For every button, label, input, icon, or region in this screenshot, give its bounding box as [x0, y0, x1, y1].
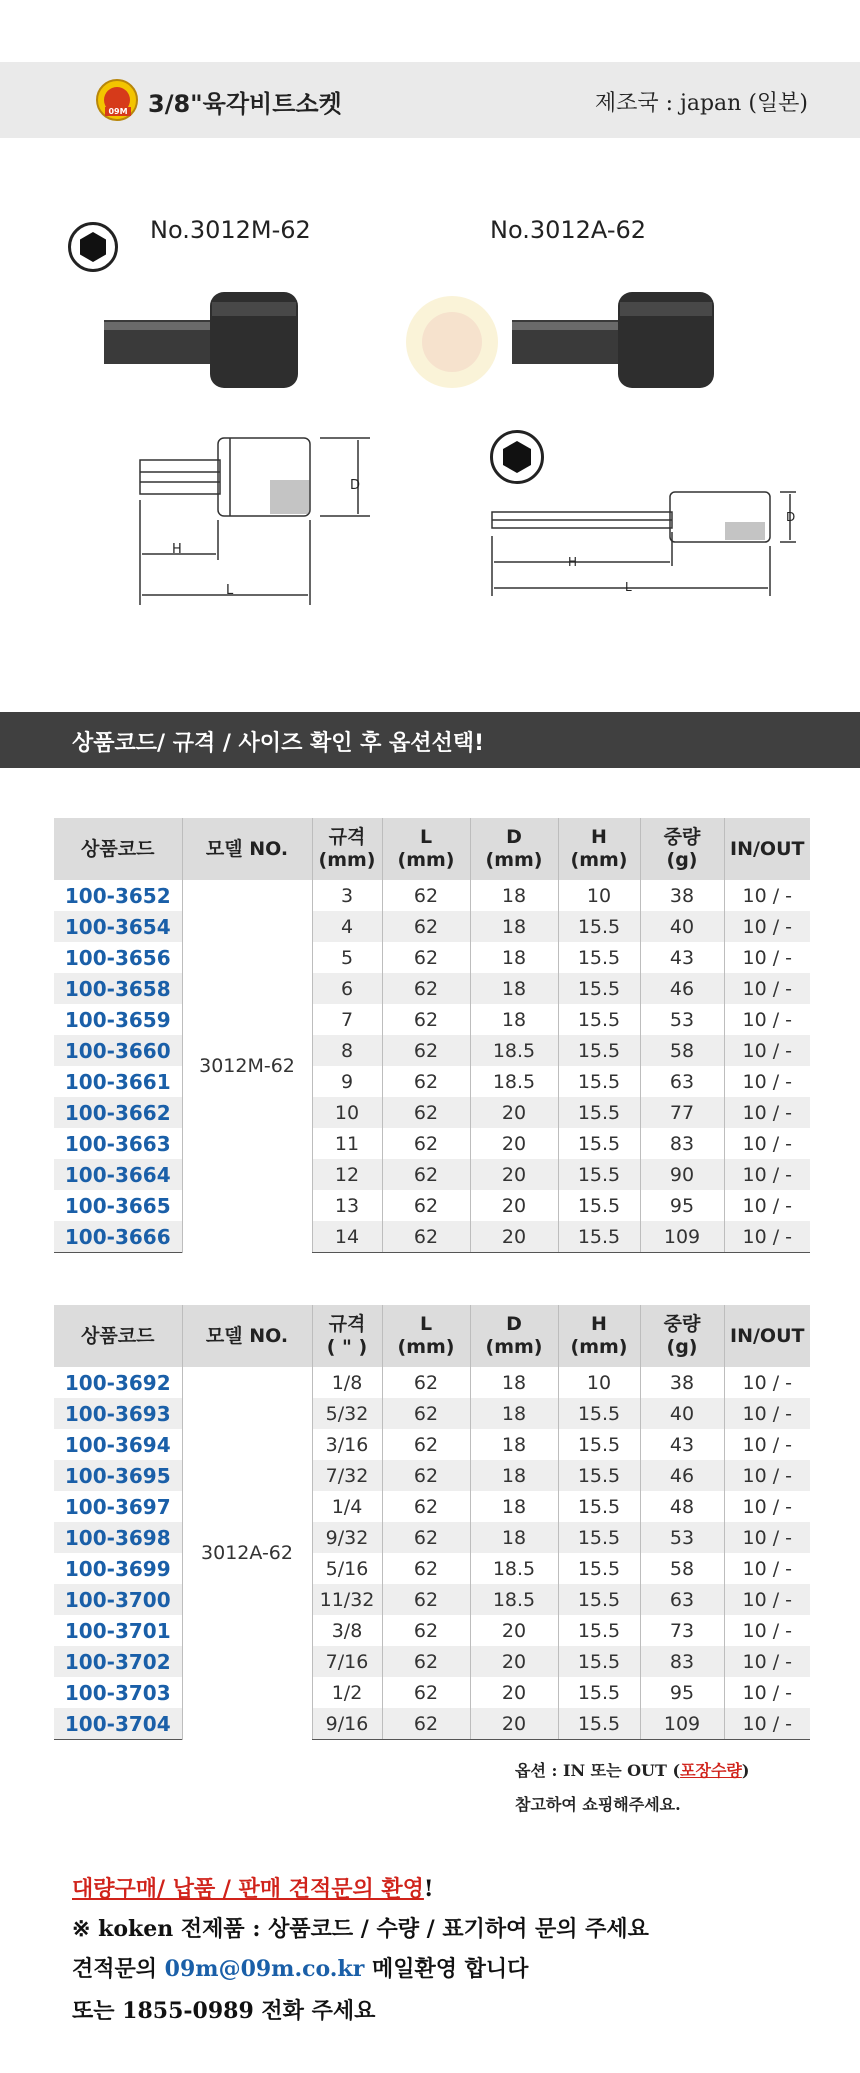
- option-note-line2: 참고하여 쇼핑해주세요.: [515, 1795, 681, 1814]
- spec-cell: 15.5: [558, 1190, 640, 1221]
- spec-cell: 62: [382, 1491, 470, 1522]
- dim-label-h-right: H: [568, 555, 578, 569]
- page-title: 3/8"육각비트소켓: [148, 90, 342, 118]
- spec-table-inch: [54, 1305, 810, 1740]
- column-header: D (mm): [470, 1305, 558, 1367]
- product-code[interactable]: 100-3693: [54, 1398, 182, 1429]
- column-header: 규격 (mm): [312, 818, 382, 880]
- spec-cell: 10: [558, 880, 640, 911]
- product-code[interactable]: 100-3658: [54, 973, 182, 1004]
- table-row: [54, 1097, 810, 1128]
- model-number: 3012M-62: [182, 880, 312, 1253]
- spec-cell: 7/32: [312, 1460, 382, 1491]
- product-code[interactable]: 100-3697: [64, 1494, 171, 1519]
- column-header: IN/OUT: [724, 1305, 810, 1367]
- spec-cell: 18: [470, 1429, 558, 1460]
- spec-cell: 62: [382, 1221, 470, 1253]
- spec-cell: 10 / -: [724, 1221, 810, 1253]
- column-header: 중량 (g): [640, 1305, 724, 1367]
- column-header: 모델 NO.: [182, 818, 312, 880]
- spec-cell: 62: [382, 1708, 470, 1740]
- spec-cell: 15.5: [558, 1646, 640, 1677]
- table-row: [54, 1460, 810, 1491]
- column-header: 상품코드: [54, 1305, 182, 1367]
- spec-cell: 62: [382, 942, 470, 973]
- spec-cell: 10 / -: [724, 942, 810, 973]
- spec-cell: 20: [470, 1677, 558, 1708]
- spec-cell: 15.5: [558, 1522, 640, 1553]
- table-row: [54, 1066, 810, 1097]
- product-code[interactable]: 100-3702: [54, 1646, 182, 1677]
- table-row: [54, 973, 810, 1004]
- spec-cell: 83: [640, 1128, 724, 1159]
- spec-cell: 10 / -: [724, 1491, 810, 1522]
- column-header: H (mm): [558, 1305, 640, 1367]
- page-header: [0, 62, 860, 138]
- spec-cell: 6: [312, 973, 382, 1004]
- spec-cell: 62: [382, 1004, 470, 1035]
- spec-cell: 3: [312, 880, 382, 911]
- spec-cell: 5/16: [312, 1553, 382, 1584]
- spec-cell: 15.5: [558, 973, 640, 1004]
- table-row: [54, 880, 810, 911]
- spec-cell: 10 / -: [724, 1190, 810, 1221]
- spec-cell: 18.5: [470, 1035, 558, 1066]
- spec-cell: 15.5: [558, 1035, 640, 1066]
- table-row: [54, 1004, 810, 1035]
- hex-icon: [490, 430, 544, 484]
- spec-cell: 18: [470, 1491, 558, 1522]
- spec-cell: 10: [558, 1367, 640, 1398]
- spec-cell: 8: [312, 1035, 382, 1066]
- table-row: [54, 1429, 810, 1460]
- product-code[interactable]: 100-3663: [64, 1131, 171, 1156]
- spec-cell: 10 / -: [724, 1615, 810, 1646]
- spec-cell: 40: [640, 1398, 724, 1429]
- spec-cell: 10 / -: [724, 911, 810, 942]
- model-number: 3012A-62: [182, 1367, 312, 1740]
- spec-cell: 83: [640, 1646, 724, 1677]
- table-row: [54, 1159, 810, 1190]
- spec-cell: 40: [640, 911, 724, 942]
- spec-cell: 10 / -: [724, 1004, 810, 1035]
- spec-cell: 63: [640, 1584, 724, 1615]
- spec-cell: 62: [382, 1584, 470, 1615]
- product-photo-left: [100, 282, 400, 402]
- spec-cell: 62: [382, 1398, 470, 1429]
- spec-cell: 10 / -: [724, 1708, 810, 1740]
- spec-cell: 9/32: [312, 1522, 382, 1553]
- spec-cell: 13: [312, 1190, 382, 1221]
- product-code[interactable]: 100-3654: [54, 911, 182, 942]
- spec-cell: 15.5: [558, 1491, 640, 1522]
- spec-cell: 10 / -: [724, 1128, 810, 1159]
- column-header: D (mm): [470, 818, 558, 880]
- spec-cell: 15.5: [558, 911, 640, 942]
- spec-cell: 15.5: [558, 1677, 640, 1708]
- spec-cell: 9: [312, 1066, 382, 1097]
- spec-cell: 11/32: [312, 1584, 382, 1615]
- spec-cell: 109: [640, 1221, 724, 1253]
- spec-cell: 53: [640, 1522, 724, 1553]
- dim-label-d-right: D: [786, 510, 796, 524]
- spec-cell: 15.5: [558, 1553, 640, 1584]
- product-model-left: No.3012M-62: [150, 216, 311, 244]
- spec-cell: 90: [640, 1159, 724, 1190]
- spec-cell: 38: [640, 880, 724, 911]
- spec-cell: 20: [470, 1190, 558, 1221]
- spec-cell: 10 / -: [724, 1159, 810, 1190]
- spec-cell: 10 / -: [724, 1646, 810, 1677]
- spec-cell: 12: [312, 1159, 382, 1190]
- spec-cell: 10 / -: [724, 1398, 810, 1429]
- spec-cell: 73: [640, 1615, 724, 1646]
- dim-label-l-right: L: [625, 580, 632, 594]
- spec-cell: 46: [640, 973, 724, 1004]
- spec-cell: 3/16: [312, 1429, 382, 1460]
- spec-cell: 48: [640, 1491, 724, 1522]
- spec-cell: 62: [382, 880, 470, 911]
- table-row: [54, 1190, 810, 1221]
- table-row: [54, 911, 810, 942]
- product-code[interactable]: 100-3661: [64, 1069, 171, 1094]
- brand-logo: 09M: [96, 79, 138, 121]
- product-code[interactable]: 100-3662: [54, 1097, 182, 1128]
- spec-cell: 10 / -: [724, 1097, 810, 1128]
- spec-cell: 1/4: [312, 1491, 382, 1522]
- spec-cell: 20: [470, 1128, 558, 1159]
- product-code[interactable]: 100-3660: [54, 1035, 182, 1066]
- product-code[interactable]: 100-3699: [64, 1556, 171, 1581]
- spec-cell: 15.5: [558, 1066, 640, 1097]
- spec-cell: 10 / -: [724, 880, 810, 911]
- column-header: H (mm): [558, 818, 640, 880]
- spec-cell: 10 / -: [724, 1584, 810, 1615]
- spec-cell: 62: [382, 973, 470, 1004]
- spec-cell: 18.5: [470, 1553, 558, 1584]
- spec-cell: 63: [640, 1066, 724, 1097]
- table-row: [54, 1221, 810, 1253]
- spec-cell: 62: [382, 1615, 470, 1646]
- spec-cell: 62: [382, 1035, 470, 1066]
- spec-cell: 11: [312, 1128, 382, 1159]
- spec-cell: 18.5: [470, 1066, 558, 1097]
- table-row: [54, 942, 810, 973]
- spec-cell: 62: [382, 1097, 470, 1128]
- product-code[interactable]: 100-3652: [64, 883, 171, 908]
- spec-cell: 7/16: [312, 1646, 382, 1677]
- product-code[interactable]: 100-3698: [54, 1522, 182, 1553]
- spec-cell: 10 / -: [724, 1429, 810, 1460]
- spec-cell: 18: [470, 973, 558, 1004]
- spec-cell: 1/8: [312, 1367, 382, 1398]
- spec-cell: 58: [640, 1035, 724, 1066]
- spec-cell: 10 / -: [724, 1066, 810, 1097]
- spec-cell: 20: [470, 1646, 558, 1677]
- table-row: [54, 1646, 810, 1677]
- table-row: [54, 1677, 810, 1708]
- spec-cell: 18: [470, 911, 558, 942]
- spec-cell: 18: [470, 1522, 558, 1553]
- spec-cell: 4: [312, 911, 382, 942]
- spec-cell: 95: [640, 1677, 724, 1708]
- technical-drawing-left: [130, 430, 380, 610]
- phone-inquiry: 또는 1855-0989 전화 주세요: [72, 1998, 376, 2024]
- spec-cell: 62: [382, 1522, 470, 1553]
- product-code[interactable]: 100-3695: [54, 1460, 182, 1491]
- table-row: [54, 1615, 810, 1646]
- spec-cell: 18: [470, 880, 558, 911]
- bulk-order-notice: 대량구매/ 납품 / 판매 견적문의 환영!: [72, 1876, 434, 1902]
- spec-cell: 62: [382, 911, 470, 942]
- product-code[interactable]: 100-3659: [64, 1007, 171, 1032]
- spec-cell: 10 / -: [724, 1035, 810, 1066]
- spec-cell: 62: [382, 1066, 470, 1097]
- product-code[interactable]: 100-3703: [64, 1680, 171, 1705]
- spec-cell: 10 / -: [724, 1522, 810, 1553]
- product-photo-right: [508, 282, 808, 402]
- spec-cell: 5/32: [312, 1398, 382, 1429]
- product-code[interactable]: 100-3694: [64, 1432, 171, 1457]
- email-link[interactable]: 09m@09m.co.kr: [164, 1956, 365, 1982]
- email-inquiry: 견적문의 09m@09m.co.kr 메일환영 합니다: [72, 1956, 529, 1982]
- spec-cell: 15.5: [558, 942, 640, 973]
- spec-cell: 77: [640, 1097, 724, 1128]
- spec-cell: 62: [382, 1677, 470, 1708]
- product-code[interactable]: 100-3664: [54, 1159, 182, 1190]
- product-code[interactable]: 100-3700: [54, 1584, 182, 1615]
- spec-cell: 62: [382, 1159, 470, 1190]
- table-row: [54, 1584, 810, 1615]
- spec-cell: 10 / -: [724, 973, 810, 1004]
- spec-cell: 15.5: [558, 1398, 640, 1429]
- country-of-origin: 제조국 : japan (일본): [594, 91, 808, 116]
- column-header: 규격 ( " ): [312, 1305, 382, 1367]
- column-header: L (mm): [382, 818, 470, 880]
- option-note: 옵션 : IN 또는 OUT (포장수량): [515, 1761, 750, 1780]
- spec-cell: 43: [640, 1429, 724, 1460]
- spec-cell: 20: [470, 1708, 558, 1740]
- spec-cell: 15.5: [558, 1429, 640, 1460]
- spec-cell: 38: [640, 1367, 724, 1398]
- spec-cell: 20: [470, 1097, 558, 1128]
- spec-cell: 15.5: [558, 1097, 640, 1128]
- column-header: IN/OUT: [724, 818, 810, 880]
- spec-cell: 109: [640, 1708, 724, 1740]
- spec-cell: 7: [312, 1004, 382, 1035]
- koken-inquiry-note: ※ koken 전제품 : 상품코드 / 수량 / 표기하여 문의 주세요: [72, 1916, 649, 1942]
- spec-cell: 43: [640, 942, 724, 973]
- spec-cell: 18: [470, 1460, 558, 1491]
- table-row: [54, 1398, 810, 1429]
- spec-cell: 15.5: [558, 1615, 640, 1646]
- dim-label-l-left: L: [226, 583, 234, 598]
- spec-cell: 20: [470, 1221, 558, 1253]
- spec-cell: 18: [470, 1367, 558, 1398]
- spec-cell: 14: [312, 1221, 382, 1253]
- technical-drawing-right: [490, 486, 810, 606]
- spec-cell: 20: [470, 1159, 558, 1190]
- table-row: [54, 1491, 810, 1522]
- spec-cell: 18: [470, 1398, 558, 1429]
- spec-cell: 10 / -: [724, 1367, 810, 1398]
- spec-cell: 15.5: [558, 1221, 640, 1253]
- spec-cell: 53: [640, 1004, 724, 1035]
- product-code[interactable]: 100-3656: [64, 945, 171, 970]
- table-row: [54, 1522, 810, 1553]
- spec-cell: 15.5: [558, 1708, 640, 1740]
- spec-cell: 3/8: [312, 1615, 382, 1646]
- spec-cell: 10 / -: [724, 1677, 810, 1708]
- table-row: [54, 1128, 810, 1159]
- spec-cell: 15.5: [558, 1004, 640, 1035]
- section-banner: 상품코드/ 규격 / 사이즈 확인 후 옵션선택!: [0, 712, 860, 768]
- hex-icon: [68, 222, 118, 272]
- table-row: [54, 1708, 810, 1740]
- spec-cell: 9/16: [312, 1708, 382, 1740]
- spec-cell: 62: [382, 1128, 470, 1159]
- table-row: [54, 1367, 810, 1398]
- spec-cell: 58: [640, 1553, 724, 1584]
- spec-cell: 15.5: [558, 1159, 640, 1190]
- column-header: 모델 NO.: [182, 1305, 312, 1367]
- table-row: [54, 1553, 810, 1584]
- product-code[interactable]: 100-3704: [54, 1708, 182, 1740]
- spec-cell: 62: [382, 1190, 470, 1221]
- column-header: L (mm): [382, 1305, 470, 1367]
- dim-label-h-left: H: [172, 542, 182, 557]
- column-header: 상품코드: [54, 818, 182, 880]
- spec-cell: 15.5: [558, 1128, 640, 1159]
- spec-cell: 18.5: [470, 1584, 558, 1615]
- table-row: [54, 1035, 810, 1066]
- spec-cell: 62: [382, 1367, 470, 1398]
- column-header: 중량 (g): [640, 818, 724, 880]
- product-code[interactable]: 100-3665: [64, 1193, 171, 1218]
- product-code[interactable]: 100-3692: [64, 1370, 171, 1395]
- watermark-logo: [402, 292, 502, 392]
- spec-cell: 5: [312, 942, 382, 973]
- spec-cell: 15.5: [558, 1584, 640, 1615]
- spec-cell: 95: [640, 1190, 724, 1221]
- product-code[interactable]: 100-3701: [64, 1618, 171, 1643]
- spec-cell: 18: [470, 1004, 558, 1035]
- spec-cell: 62: [382, 1429, 470, 1460]
- dim-label-d-left: D: [350, 478, 361, 493]
- product-code[interactable]: 100-3666: [54, 1221, 182, 1253]
- spec-cell: 18: [470, 942, 558, 973]
- spec-cell: 10: [312, 1097, 382, 1128]
- spec-cell: 62: [382, 1460, 470, 1491]
- spec-cell: 46: [640, 1460, 724, 1491]
- spec-cell: 10 / -: [724, 1460, 810, 1491]
- spec-cell: 10 / -: [724, 1553, 810, 1584]
- spec-cell: 62: [382, 1646, 470, 1677]
- spec-cell: 62: [382, 1553, 470, 1584]
- spec-cell: 15.5: [558, 1460, 640, 1491]
- spec-table-mm: [54, 818, 810, 1253]
- spec-cell: 20: [470, 1615, 558, 1646]
- product-model-right: No.3012A-62: [490, 216, 647, 244]
- spec-cell: 1/2: [312, 1677, 382, 1708]
